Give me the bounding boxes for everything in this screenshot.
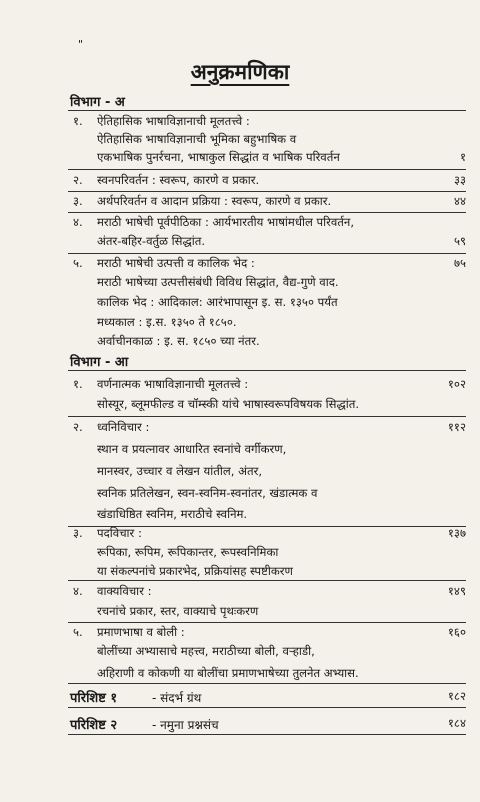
section-a-heading: विभाग - अ (70, 95, 125, 110)
appendix-text: - संदर्भ ग्रंथ (152, 691, 202, 705)
appendix-label: परिशिष्ट १ (70, 691, 118, 706)
item-text: सोस्यूर, ब्लूमफील्ड व चॉम्स्की यांचे भाषास्वरूपविषयक सिद्धांत. (97, 397, 360, 411)
divider (68, 707, 466, 708)
divider (68, 683, 466, 684)
item-text: अंतर-बहिर-वर्तुळ सिद्धांत. (97, 234, 206, 248)
item-text: ऐतिहासिक भाषाविज्ञानाची मूलतत्त्वे : (97, 114, 250, 128)
item-text: पदविचार : (97, 526, 142, 540)
item-page: १ (459, 150, 466, 164)
item-number: २. (73, 420, 83, 434)
item-text: स्वनिक प्रतिलेखन, स्वन-स्वनिम-स्वनांतर, खंडात्मक व (97, 486, 318, 500)
item-text: एकभाषिक पुनर्रचना, भाषाकुल सिद्धांत व भाषिक परिवर्तन (97, 150, 340, 164)
item-text: ध्वनिविचार : (97, 420, 150, 434)
item-text: मराठी भाषेची पूर्वपीठिका : आर्यभारतीय भाषांमधील परिवर्तन, (97, 215, 355, 229)
item-page: ११२ (447, 420, 466, 434)
item-number: १. (73, 377, 83, 391)
corner-mark: " (78, 38, 84, 51)
item-text: मराठी भाषेच्या उत्पत्तीसंबंधी विविध सिद्धांत, वैद्य-गुणे वाद. (97, 275, 339, 289)
item-page: १०२ (447, 377, 466, 391)
item-text: मानस्वर, उच्चार व लेखन यांतील, अंतर, (97, 464, 263, 478)
appendix-label: परिशिष्ट २ (70, 718, 118, 733)
item-text: रचनांचे प्रकार, स्तर, वाक्याचे पृथःकरण (97, 604, 259, 618)
item-page: १८२ (447, 689, 466, 703)
divider (68, 212, 466, 213)
item-page: ३३ (453, 173, 466, 187)
divider (68, 370, 466, 371)
divider (68, 110, 466, 111)
item-text: मध्यकाल : इ.स. १३५० ते १८५०. (97, 315, 237, 329)
item-page: १४९ (447, 584, 466, 598)
divider (68, 580, 466, 581)
item-text: बोलींच्या अभ्यासाचे महत्त्व, मराठीच्या बोली, वऱ्हाडी, (97, 644, 315, 658)
item-text: वर्णनात्मक भाषाविज्ञानाची मूलतत्त्वे : (97, 377, 249, 391)
page-title: अनुक्रमणिका (190, 60, 290, 84)
divider (68, 253, 466, 254)
item-page: १८४ (447, 716, 466, 730)
item-page: १६० (447, 625, 466, 639)
item-page: ७५ (453, 256, 466, 270)
item-text: ऐतिहासिक भाषाविज्ञानाची भूमिका बहुभाषिक व (97, 132, 297, 146)
item-text: प्रमाणभाषा व बोली : (97, 625, 185, 639)
divider (68, 734, 466, 735)
divider (68, 622, 466, 623)
appendix-text: - नमुना प्रश्नसंच (152, 718, 219, 732)
item-text: या संकल्पनांचे प्रकारभेद, प्रक्रियांसह स्पष्टीकरण (97, 564, 293, 578)
item-text: खंडाधिष्ठित स्वनिम, मराठीचे स्वनिम. (97, 507, 248, 521)
item-text: वाक्यविचार : (97, 584, 152, 598)
item-number: ४. (73, 584, 83, 598)
item-number: १. (73, 114, 83, 128)
item-text: अर्थपरिवर्तन व आदान प्रक्रिया : स्वरूप, कारणे व प्रकार. (97, 194, 332, 208)
item-number: ५. (73, 625, 83, 639)
item-text: अहिराणी व कोकणी या बोलींचा प्रमाणभाषेच्या तुलनेत अभ्यास. (97, 666, 359, 680)
item-text: स्थान व प्रयत्नावर आधारित स्वनांचे वर्गीकरण, (97, 442, 287, 456)
item-page: ५९ (453, 234, 466, 248)
item-text: कालिक भेद : आदिकाल: आरंभापासून इ. स. १३५० पर्यंत (97, 295, 338, 309)
divider (68, 416, 466, 417)
item-text: स्वनपरिवर्तन : स्वरूप, कारणे व प्रकार. (97, 173, 260, 187)
section-b-heading: विभाग - आ (70, 355, 129, 370)
item-text: मराठी भाषेची उत्पत्ती व कालिक भेद : (97, 256, 255, 270)
item-number: ३. (73, 526, 83, 540)
item-text: रूपिका, रूपिम, रूपिकान्तर, रूपस्वनिमिका (97, 545, 279, 559)
item-number: ५. (73, 256, 83, 270)
item-number: ३. (73, 194, 83, 208)
divider (68, 191, 466, 192)
item-page: १३७ (447, 526, 466, 540)
item-text: अर्वाचीनकाळ : इ. स. १८५० च्या नंतर. (97, 334, 260, 348)
item-page: ४४ (453, 194, 466, 208)
divider (68, 169, 466, 170)
item-number: २. (73, 173, 83, 187)
item-number: ४. (73, 215, 83, 229)
